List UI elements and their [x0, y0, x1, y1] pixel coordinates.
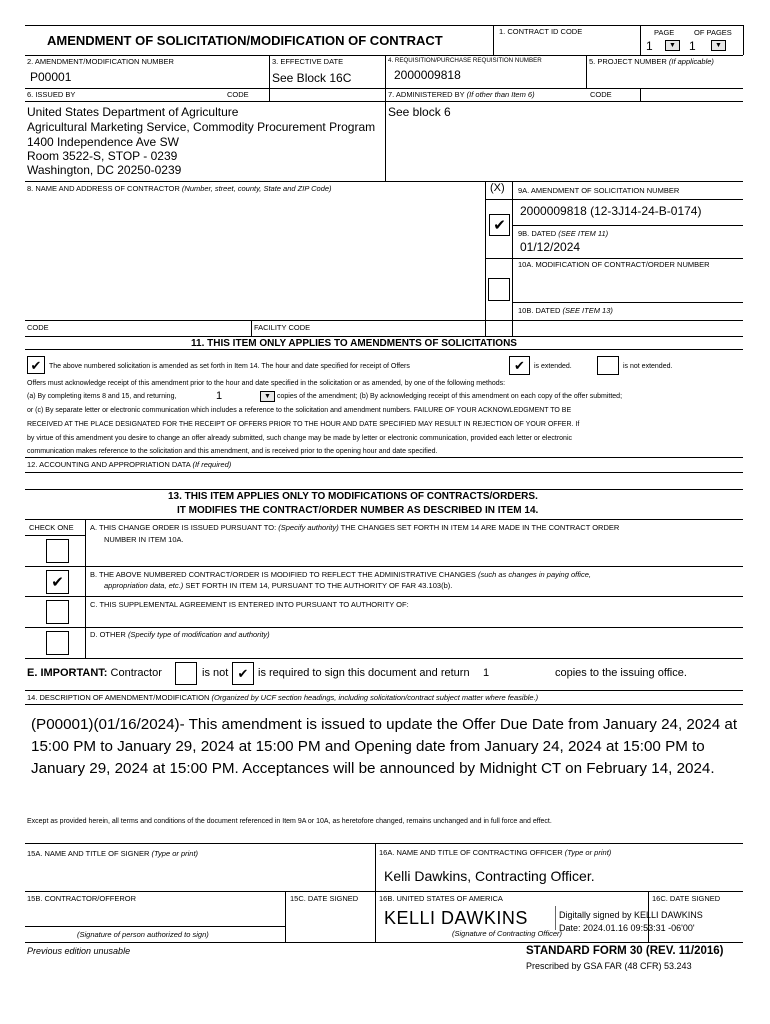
- administered-by-label: [388, 91, 535, 99]
- issued-by-line: United States Department of Agriculture: [27, 105, 239, 119]
- officer-name-note: (Type or print): [564, 848, 612, 857]
- option-a-text-1: A. THIS CHANGE ORDER IS ISSUED PURSUANT TO:: [90, 523, 277, 532]
- facility-code-label: FACILITY CODE: [254, 323, 311, 332]
- description-label: [27, 694, 538, 702]
- officer-signature: KELLI DAWKINS: [384, 908, 528, 928]
- option-b-checkbox[interactable]: ✔: [46, 570, 69, 594]
- form-title: AMENDMENT OF SOLICITATION/MODIFICATION OF CONTRACT: [47, 33, 443, 48]
- option-a-text: [90, 524, 619, 532]
- important-is-checkbox[interactable]: [175, 662, 197, 685]
- requisition-number-label: 4. REQUISITION/PURCHASE REQUISITION NUMBER: [388, 57, 542, 64]
- project-number-note: (If applicable): [668, 57, 714, 66]
- description-line: 15:00 PM to January 29, 2024 at 15:00 PM and Opening date from January 24, 2024 at 15:00 PM to: [31, 738, 705, 755]
- section-13-heading-2: IT MODIFIES THE CONTRACT/ORDER NUMBER AS DESCRIBED IN ITEM 14.: [177, 505, 539, 516]
- officer-signature-caption: (Signature of Contracting Officer): [452, 929, 563, 938]
- page-value: 1: [646, 39, 653, 53]
- section-13-heading-1: 13. THIS ITEM APPLIES ONLY TO MODIFICATIONS OF CONTRACTS/ORDERS.: [168, 491, 538, 502]
- important-copies: copies to the issuing office.: [555, 667, 687, 679]
- is-extended-checkbox[interactable]: ✔: [509, 356, 530, 375]
- option-d-checkbox[interactable]: [46, 631, 69, 655]
- amendment-number-field[interactable]: P00001: [30, 70, 72, 84]
- section-11-line2: Offers must acknowledge receipt of this amendment prior to the hour and date specified in the solicitation or as amended, by one of the following methods:: [27, 380, 506, 387]
- section-11-line3b: copies of the amendment; (b) By acknowledging receipt of this amendment on each copy of the offer submitted;: [277, 393, 623, 400]
- effective-date-field[interactable]: See Block 16C: [272, 71, 352, 85]
- description-line: (P00001)(01/16/2024)- This amendment is issued to update the Offer Due Date from January 24, 2024 at: [31, 716, 738, 733]
- description-line: January 29, 2024 at 15:00 PM. Acceptances will be announced by Midnight CT on February 14, 2024.: [31, 760, 715, 777]
- contractor-date-signed-label: 15C. DATE SIGNED: [290, 894, 359, 903]
- officer-name-label: [379, 849, 611, 857]
- accounting-note: (If required): [192, 460, 232, 469]
- prescribed-by: Prescribed by GSA FAR (48 CFR) 53.243: [526, 961, 692, 971]
- section-11-line1: The above numbered solicitation is amended as set forth in Item 14. The hour and date specified for receipt of Offers: [49, 363, 410, 370]
- copies-count-field[interactable]: 1: [216, 390, 223, 402]
- option-b-note-2: appropriation data, etc.): [104, 581, 184, 590]
- option-a-text-3: NUMBER IN ITEM 10A.: [104, 535, 184, 544]
- digital-signature-line-1: Digitally signed by KELLI DAWKINS: [559, 910, 703, 920]
- option-d-note: (Specify type of modification and authority): [127, 630, 270, 639]
- dated-9b-note: (SEE ITEM 11): [558, 229, 609, 238]
- is-extended-label: is extended.: [534, 363, 572, 370]
- option-b-text-2-main: SET FORTH IN ITEM 14, PURSUANT TO THE AUTHORITY OF FAR 43.103(b).: [185, 581, 453, 590]
- issued-by-line: Agricultural Marketing Service, Commodity Procurement Program: [27, 120, 376, 134]
- issued-by-line: 1400 Independence Ave SW: [27, 135, 179, 149]
- description-note: (Organized by UCF section headings, including solicitation/contract subject matter where feasible.): [211, 693, 539, 702]
- previous-edition-note: Previous edition unusable: [27, 946, 131, 956]
- signer-name-label: [27, 850, 198, 858]
- option-a-checkbox[interactable]: [46, 539, 69, 563]
- accounting-label-text: 12. ACCOUNTING AND APPROPRIATION DATA: [27, 460, 191, 469]
- issued-by-label: 6. ISSUED BY: [27, 90, 76, 99]
- section-11-line3a: (a) By completing items 8 and 15, and returning,: [27, 393, 177, 400]
- page-label: PAGE: [654, 28, 675, 37]
- option-b-text: [90, 571, 591, 579]
- section-11-line4: or (c) By separate letter or electronic communication which includes a reference to the solicitation and amendment numbers. FAILURE OF YOUR ACKNOWLEDGMENT TO BE: [27, 407, 572, 414]
- project-number-label: [589, 58, 714, 66]
- form-number: STANDARD FORM 30 (REV. 11/2016): [526, 945, 724, 957]
- is-not-extended-checkbox[interactable]: [597, 356, 619, 375]
- is-not-extended-label: is not extended.: [623, 363, 673, 370]
- option-a-note: (Specify authority): [278, 523, 339, 532]
- amendment-number-label: 2. AMENDMENT/MODIFICATION NUMBER: [27, 57, 174, 66]
- contractor-note: (Number, street, county, State and ZIP Code): [181, 184, 332, 193]
- modification-contract-checkbox[interactable]: [488, 278, 510, 301]
- copies-count-dropdown-icon[interactable]: ▼: [260, 391, 275, 402]
- issued-by-code-label: CODE: [227, 90, 249, 99]
- important-rest: is required to sign this document and return: [258, 667, 470, 679]
- dated-9b-field[interactable]: 01/12/2024: [520, 240, 581, 254]
- option-d-text: [90, 631, 270, 639]
- option-d-text-main: D. OTHER: [90, 630, 126, 639]
- dated-9b-label: [518, 230, 608, 238]
- option-a-text-2: THE CHANGES SET FORTH IN ITEM 14 ARE MADE IN THE CONTRACT ORDER: [340, 523, 620, 532]
- dated-9b-label-text: 9B. DATED: [518, 229, 557, 238]
- usa-label: 16B. UNITED STATES OF AMERICA: [379, 894, 503, 903]
- dated-10b-note: (SEE ITEM 13): [562, 306, 613, 315]
- amendment-solicitation-label: 9A. AMENDMENT OF SOLICITATION NUMBER: [518, 186, 680, 195]
- issued-by-line: Washington, DC 20250-0239: [27, 163, 182, 177]
- option-b-text-1: B. THE ABOVE NUMBERED CONTRACT/ORDER IS MODIFIED TO REFLECT THE ADMINISTRATIVE CHANGES: [90, 570, 476, 579]
- important-label: E. IMPORTANT:: [27, 667, 108, 679]
- important-contractor: Contractor: [110, 667, 162, 679]
- of-pages-label: OF PAGES: [694, 28, 732, 37]
- contractor-signature-caption: (Signature of person authorized to sign): [77, 930, 209, 939]
- option-c-checkbox[interactable]: [46, 600, 69, 624]
- section-11-line7: communication makes reference to the solicitation and this amendment, and is received prior to the opening hour and date specified.: [27, 448, 438, 455]
- important-count-field[interactable]: 1: [483, 667, 490, 679]
- amendment-solicitation-field[interactable]: 2000009818 (12-3J14-24-B-0174): [520, 204, 702, 218]
- signer-name-note: (Type or print): [151, 849, 199, 858]
- important-is-not: is not: [202, 667, 229, 679]
- dated-10b-label-text: 10B. DATED: [518, 306, 561, 315]
- check-one-label: CHECK ONE: [29, 523, 74, 532]
- digital-signature-line-2: Date: 2024.01.16 09:53:31 -06'00': [559, 923, 695, 933]
- officer-name-field[interactable]: Kelli Dawkins, Contracting Officer.: [384, 868, 595, 884]
- description-label-text: 14. DESCRIPTION OF AMENDMENT/MODIFICATION: [27, 693, 210, 702]
- section-11-heading: 11. THIS ITEM ONLY APPLIES TO AMENDMENTS OF SOLICITATIONS: [191, 338, 517, 349]
- signature-divider: [555, 906, 556, 930]
- contractor-offeror-label: 15B. CONTRACTOR/OFFEROR: [27, 894, 137, 903]
- option-b-note-1: (such as changes in paying office,: [478, 570, 591, 579]
- issued-by-line: Room 3522-S, STOP - 0239: [27, 149, 178, 163]
- signer-name-label-text: 15A. NAME AND TITLE OF SIGNER: [27, 849, 150, 858]
- officer-date-signed-label: 16C. DATE SIGNED: [652, 894, 721, 903]
- page-dropdown-icon[interactable]: ▼: [665, 40, 680, 51]
- effective-date-label: 3. EFFECTIVE DATE: [272, 57, 344, 66]
- option-c-text: C. THIS SUPPLEMENTAL AGREEMENT IS ENTERED INTO PURSUANT TO AUTHORITY OF:: [90, 600, 409, 609]
- option-b-text-2: [104, 582, 452, 590]
- important-is-not-checkbox[interactable]: ✔: [232, 662, 254, 685]
- section-11-line6: by virtue of this amendment you desire to change an offer already submitted, such change may be made by letter or electronic communication, provided each letter or electronic: [27, 435, 572, 442]
- section-11-line5: RECEIVED AT THE PLACE DESIGNATED FOR THE RECEIPT OF OFFERS PRIOR TO THE HOUR AND DATE SPECIFIED MAY RESULT IN REJECTION OF YOUR OFFER. If: [27, 421, 580, 428]
- accounting-label: [27, 461, 231, 469]
- of-pages-dropdown-icon[interactable]: ▼: [711, 40, 726, 51]
- requisition-number-field[interactable]: 2000009818: [394, 68, 461, 82]
- administered-by-note: (If other than Item 6): [466, 90, 535, 99]
- x-column-label: (X): [490, 182, 505, 194]
- important-row: [27, 667, 162, 679]
- contractor-label-text: 8. NAME AND ADDRESS OF CONTRACTOR: [27, 184, 180, 193]
- contractor-label: [27, 185, 332, 193]
- administered-by-label-text: 7. ADMINISTERED BY: [388, 90, 465, 99]
- of-pages-value: 1: [689, 39, 696, 53]
- solicitation-amended-checkbox[interactable]: ✔: [27, 356, 45, 374]
- except-text: Except as provided herein, all terms and conditions of the document referenced in Item 9A or 10A, as heretofore changed, remains unchanged and in full force and effect.: [27, 818, 552, 825]
- contract-id-label: 1. CONTRACT ID CODE: [499, 27, 583, 36]
- modification-contract-label: 10A. MODIFICATION OF CONTRACT/ORDER NUMBER: [518, 260, 710, 269]
- administered-by-code-label: CODE: [590, 90, 612, 99]
- amendment-solicitation-checkbox[interactable]: ✔: [489, 214, 510, 236]
- contractor-code-label: CODE: [27, 323, 49, 332]
- project-number-label-text: 5. PROJECT NUMBER: [589, 57, 667, 66]
- administered-by-field[interactable]: See block 6: [388, 105, 451, 119]
- dated-10b-label: [518, 307, 613, 315]
- officer-name-label-text: 16A. NAME AND TITLE OF CONTRACTING OFFICER: [379, 848, 563, 857]
